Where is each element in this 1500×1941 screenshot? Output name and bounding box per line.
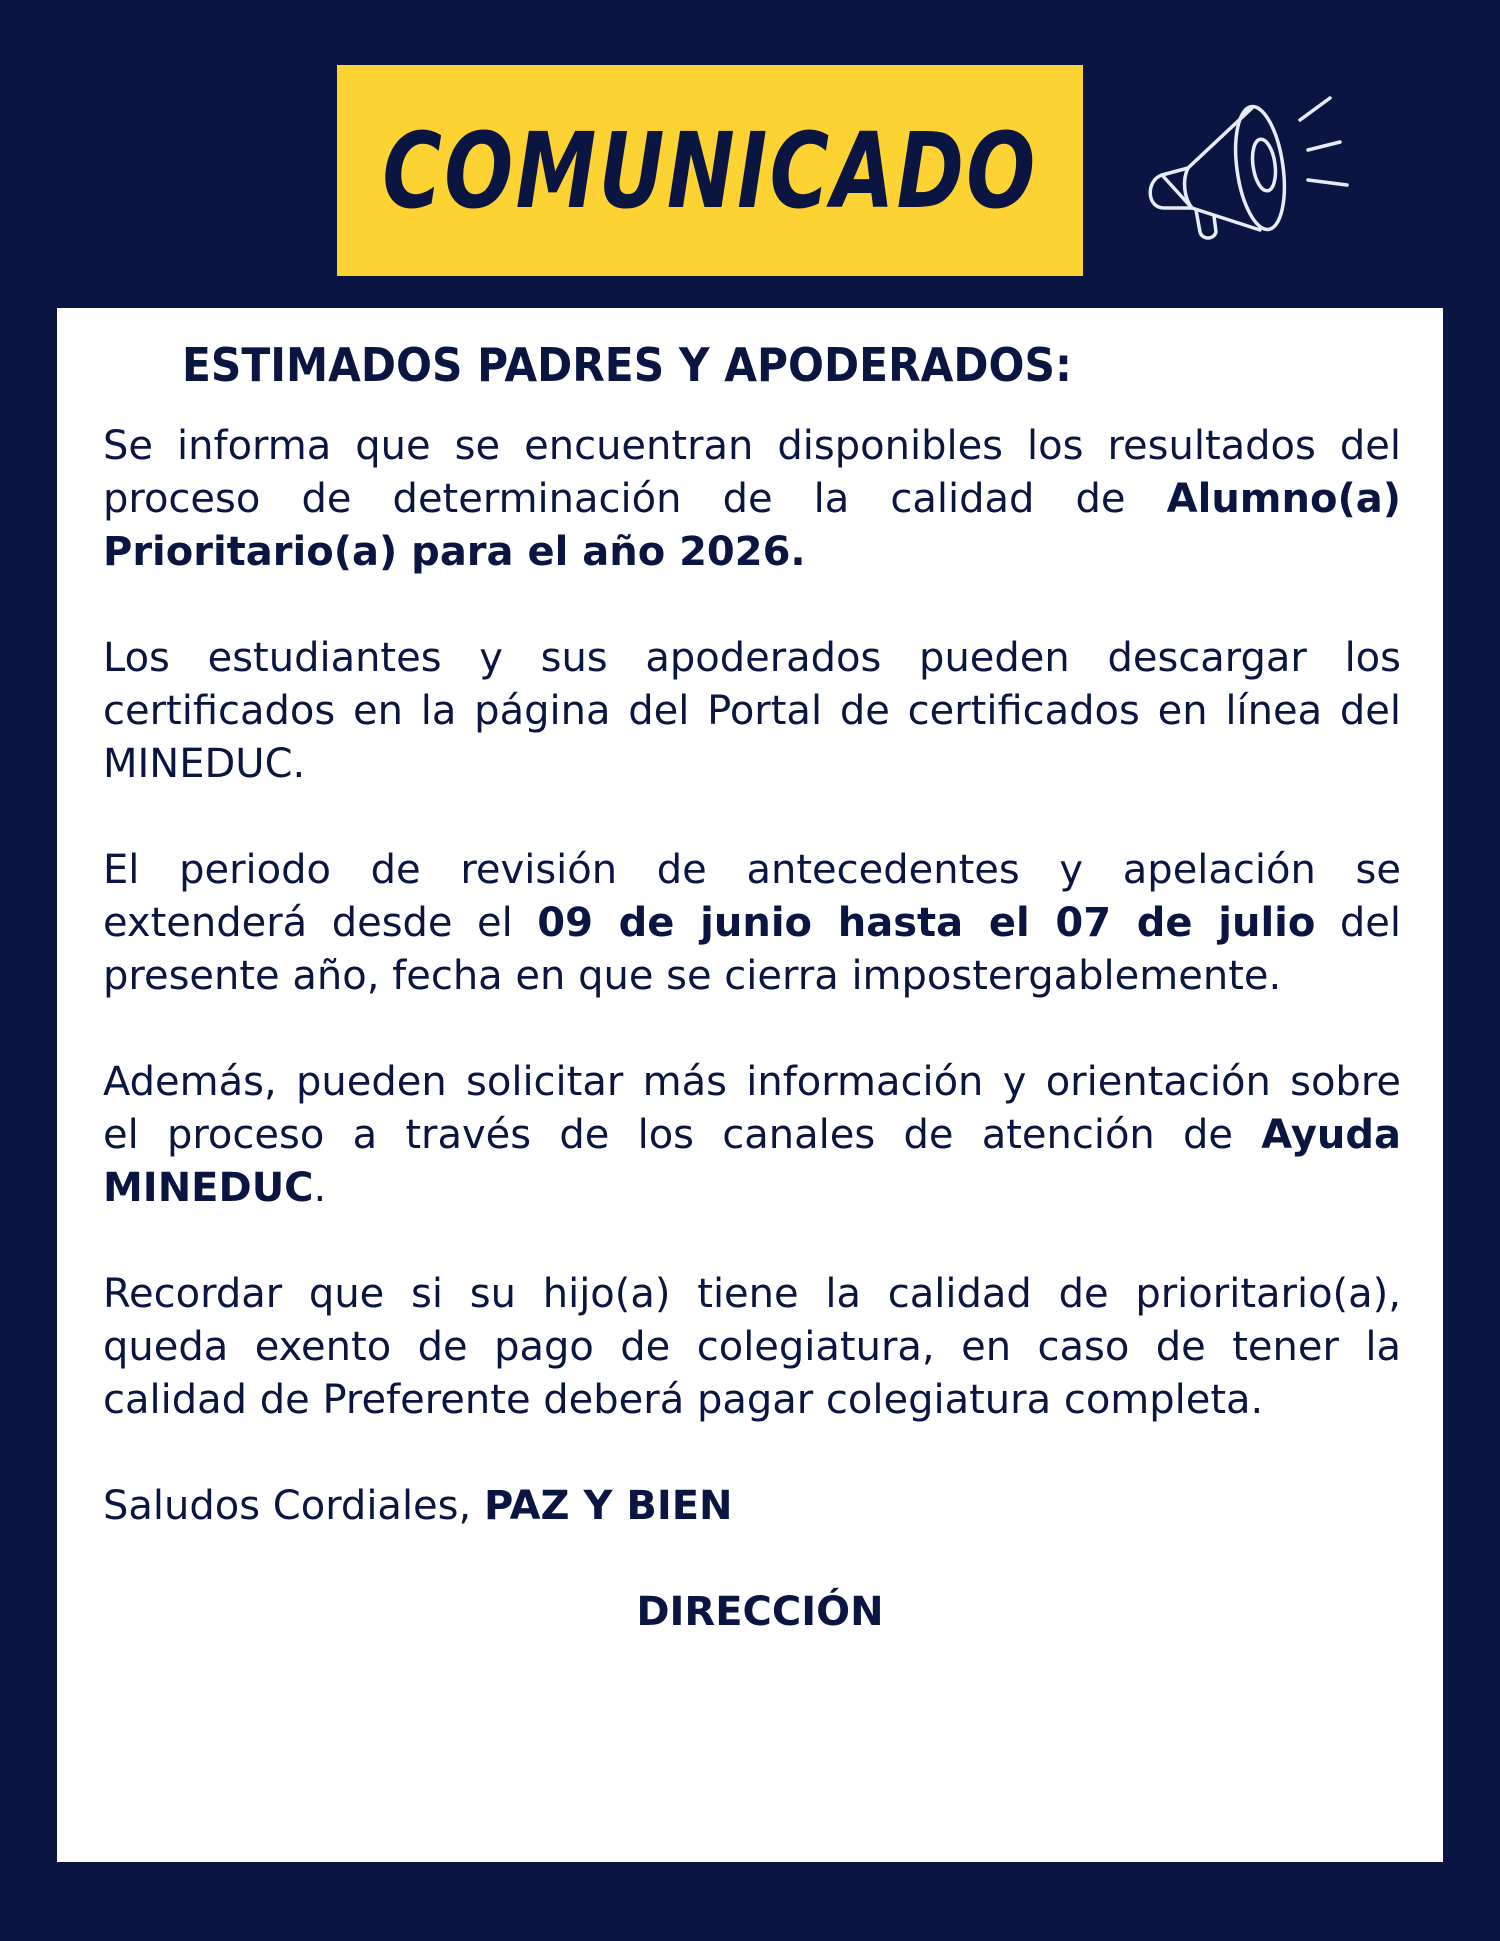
closing-text: Saludos Cordiales, [103,1483,484,1529]
page-title: COMUNICADO [382,109,1038,232]
signature: DIRECCIÓN [636,1589,884,1635]
megaphone-icon [1140,80,1360,250]
paragraph-text: Los estudiantes y sus apoderados pueden descargar los certificados en la página del Portal de certificados en línea del MINEDUC. [103,635,1401,787]
paragraph-text: . [313,1165,327,1211]
paragraph-text: del presente año, fecha en que se cierra impostergablemente. [103,900,1401,999]
paragraph-results [103,420,1401,579]
paragraph-text: Además, pueden solicitar más información y orientación sobre el proceso a través de los canales de atención de [103,1059,1401,1158]
paragraph-bold: Alumno(a) Prioritario(a) para el año 2026. [103,476,1401,575]
closing-line [103,1480,1401,1533]
header-banner [337,65,1083,276]
paragraph-certificates [103,632,1401,791]
notice-body [103,420,1401,1639]
paragraph-appeal-period [103,844,1401,1003]
paragraph-dates: 09 de junio hasta el 07 de julio [537,900,1316,946]
paragraph-text: El periodo de revisión de antecedentes y apelación se extenderá desde el [103,847,1401,946]
greeting-heading: ESTIMADOS PADRES Y APODERADOS: [182,338,1072,392]
paragraph-tuition [103,1268,1401,1427]
paragraph-bold: Ayuda MINEDUC [103,1112,1401,1211]
closing-bold: PAZ Y BIEN [483,1483,733,1529]
notice-card [57,308,1443,1862]
paragraph-text: Se informa que se encuentran disponibles los resultados del proceso de determinación de la calidad de [103,423,1401,522]
paragraph-help [103,1056,1401,1215]
paragraph-text: Recordar que si su hijo(a) tiene la calidad de prioritario(a), queda exento de pago de colegiatura, en caso de tener la calidad de Preferente deberá pagar colegiatura completa. [103,1271,1401,1423]
